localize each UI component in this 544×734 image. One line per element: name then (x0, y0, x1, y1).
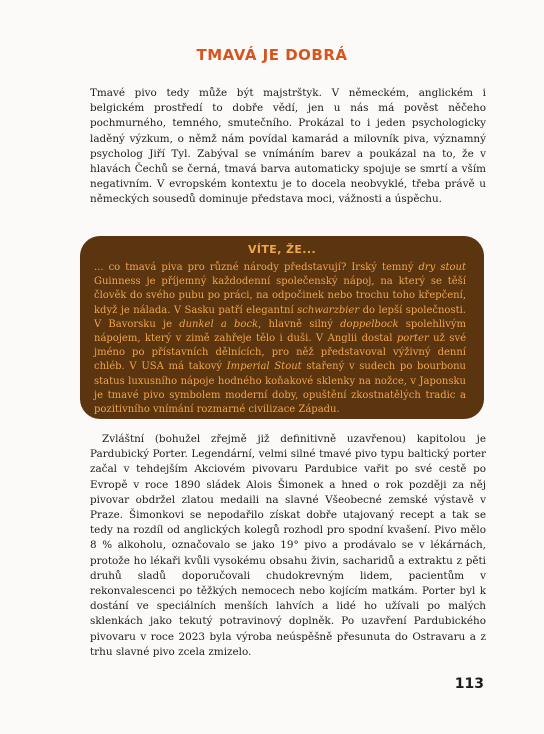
beer-style-term: porter (396, 333, 429, 345)
beer-style-term: dunkel a bock (179, 318, 259, 330)
box-text-segment: stařený v sudech po bourbonu status luxusního nápoje hodného koňakové sklenky na nožce, v Japonsku je tmavé pivo symbolem moderní doby, opuštění zkostnatělých tradic a pozitivního vnímání rozmarné civilizace Západu. (94, 361, 466, 416)
box-text-segment: , hlavně silný (258, 318, 341, 330)
did-you-know-box (80, 236, 484, 419)
page-number: 113 (454, 676, 484, 692)
intro-paragraph: Tmavé pivo tedy může být majstrštyk. V německém, anglickém i belgickém prostředí to dobře vědí, jen u nás má pověst něčeho pochmurného, temného, smutečního. Prokázal to i jeden psychologicky laděný výzkum, o němž nám povídal kamarád a milovník piva, významný psycholog Jiří Tyl. Zabýval se vnímáním barev a poukázal na to, že v hlavách Čechů se černá, tmavá barva automaticky spojuje se smrtí a vším negativním. V evropském kontextu je to docela neobvyklé, třeba právě u německých sousedů dominuje představa moci, vážnosti a úspěchu. (90, 87, 486, 206)
box-text (94, 261, 466, 417)
section-title: TMAVÁ JE DOBRÁ (196, 46, 348, 64)
box-heading: VÍTE, ŽE... (247, 243, 317, 256)
porter-paragraph: Zvláštní (bohužel zřejmě již definitivně uzavřenou) kapitolou je Pardubický Porter. Legendární, velmi silné tmavé pivo typu baltický porter začal v tehdejším Akciovém pivovaru Pardubice vařit po své cestě po Evropě v roce 1890 sládek Alois Šimonek a hned o rok později za něj pivovar obdržel zlatou medaili na slavné Všeobecné zemské výstavě v Praze. Šimonkovi se nepodařilo získat dobře utajovaný recept a tak se tedy na rozdíl od anglických kolegů rozhodl pro spodní kvašení. Pivo mělo 8 % alkoholu, označovalo se jako 19° pivo a prodávalo se v lékárnách, protože ho lékaři kvůli vysokému obsahu živin, sacharidů a extraktu z pěti druhů sladů doporučovali chudokrevným lidem, pacientům v rekonvalescenci po těžkých nemocech nebo kojícím matkám. Porter byl k dostání ve speciálních menších lahvích a lidé ho užívali po malých sklenkách jako tekutý potravinový doplněk. Po uzavření Pardubického pivovaru v roce 2023 byla výroba neúspěšně přesunuta do Ostravaru a z trhu slavné pivo zcela zmizelo. (90, 433, 486, 658)
box-text-segment: spolehlivým nápojem, který v zimě zahřeje tělo i duši. V Anglii dostal (94, 318, 467, 345)
beer-style-term: schwarzbier (297, 304, 360, 316)
beer-style-term: Imperial Stout (226, 361, 302, 373)
box-text-segment: Guinness je příjemný každodenní společenský nápoj, na který se těší člověk do svého pubu po práci, na odpočinek nebo trochu toho křepčení, když je nálada. V Sasku patří elegantní (94, 276, 466, 316)
beer-style-term: dry stout (418, 262, 466, 273)
box-text-segment: ... co tmavá piva pro různé národy představují? Irský temný (94, 262, 419, 273)
box-text-segment: do lepší společnosti. V Bavorsku je (94, 304, 466, 330)
box-text-segment: už své jméno po přístavních dělnících, pro něž představoval výživný denní chléb. V USA má takový (94, 333, 467, 373)
beer-style-term: doppelbock (340, 318, 399, 330)
